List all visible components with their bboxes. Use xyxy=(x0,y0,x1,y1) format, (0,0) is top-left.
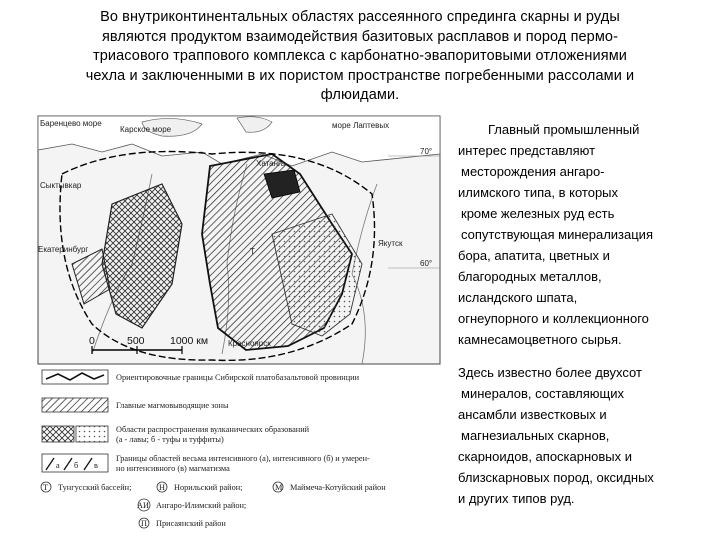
map-label-kara: Карское море xyxy=(120,125,172,134)
map-label-laptev: море Лаптевых xyxy=(332,121,390,130)
legend-marker: в xyxy=(94,461,98,470)
body-line: интерес представляют xyxy=(458,143,596,158)
heading-line: являются продуктом взаимодействия базитовых расплавов и пород пермо- xyxy=(101,28,619,45)
body-line: благородных металлов, xyxy=(458,269,602,284)
legend-text: Границы областей весьма интенсивного (а), интенсивного (б) и умерен- xyxy=(116,454,370,463)
legend-text: Главные магмовыводящие зоны xyxy=(116,401,229,410)
scale-label: 1000 км xyxy=(170,335,209,347)
body-line: минералов, составляющих xyxy=(461,386,625,401)
body-line: камнесамоцветного сырья. xyxy=(458,332,622,347)
legend-marker: П xyxy=(141,519,147,528)
body-column xyxy=(458,119,653,350)
legend-marker: М xyxy=(275,483,283,492)
body-line: ансамбли известковых и xyxy=(458,407,607,422)
map-label-lat70: 70° xyxy=(420,147,433,156)
legend-text: Маймеча-Котуйский район xyxy=(290,483,386,492)
map-label-barents: Баренцево море xyxy=(40,119,102,128)
map-label-t-marker: Т xyxy=(250,247,255,256)
heading xyxy=(40,8,680,106)
legend-text: (а - лавы; б - туфы и туффиты) xyxy=(116,435,224,444)
legend-marker: Н xyxy=(159,483,165,492)
body-line: бора, апатита, цветных и xyxy=(458,248,610,263)
map-label-ekaterinburg: Екатеринбург xyxy=(38,245,89,254)
heading-line: флюидами. xyxy=(320,87,400,103)
body-line: магнезиальных скарнов, xyxy=(461,428,610,443)
body-line: близскарновых пород, оксидных xyxy=(458,470,654,485)
legend-text: Присаянский район xyxy=(156,519,226,528)
legend-marker: АИ xyxy=(137,501,149,510)
map-label-khatanga: Хатанга xyxy=(256,159,286,168)
body-line: скарноидов, апоскарновых и xyxy=(458,449,633,464)
map-label-lat60: 60° xyxy=(420,259,433,268)
map-label-yakutsk: Якутск xyxy=(378,239,403,248)
scale-label: 0 xyxy=(89,335,95,347)
legend-marker: б xyxy=(74,461,79,470)
body-line: Здесь известно более двухсот xyxy=(458,365,642,380)
body-line: месторождения ангаро- xyxy=(461,164,605,179)
heading-line: триасового траппового комплекса с карбонатно-эвапоритовыми отложениями xyxy=(93,48,627,64)
heading-line: чехла и заключенными в их пористом пространстве погребенными рассолами и xyxy=(85,67,635,84)
legend-text: Тунгусский бассейн; xyxy=(58,483,132,492)
map-svg xyxy=(32,114,444,538)
legend-marker: а xyxy=(56,461,60,470)
body-line: кроме железных руд есть xyxy=(461,206,615,221)
map-label-krasnoyarsk: Красноярск xyxy=(228,339,271,348)
body-column-second xyxy=(458,362,654,509)
legend-text: но интенсивного (в) магматизма xyxy=(116,464,230,473)
body-line: сопутствующая минерализация xyxy=(461,227,653,242)
map-label-n-marker: Н xyxy=(280,179,286,188)
body-line: исландского шпата, xyxy=(458,290,578,305)
map-legend xyxy=(41,370,386,528)
body-line: илимского типа, в которых xyxy=(458,185,619,200)
legend-text: Ориентировочные границы Сибирской платобазальтовой провинции xyxy=(116,373,360,382)
body-line: огнеупорного и коллекционного xyxy=(458,311,649,326)
legend-text: Области распространения вулканических образований xyxy=(116,425,310,434)
heading-line: Во внутриконтинентальных областях рассеянного спрединга скарны и руды xyxy=(100,9,620,25)
legend-marker: Т xyxy=(43,483,49,492)
body-line: и других типов руд. xyxy=(458,491,575,506)
geological-map-figure xyxy=(32,114,444,538)
map-label-syktyvkar: Сыктывкар xyxy=(40,181,82,190)
scale-label: 500 xyxy=(127,335,145,347)
legend-text: Ангаро-Илимский район; xyxy=(156,501,247,510)
legend-text: Норильский район; xyxy=(174,483,243,492)
body-line: Главный промышленный xyxy=(488,122,640,137)
